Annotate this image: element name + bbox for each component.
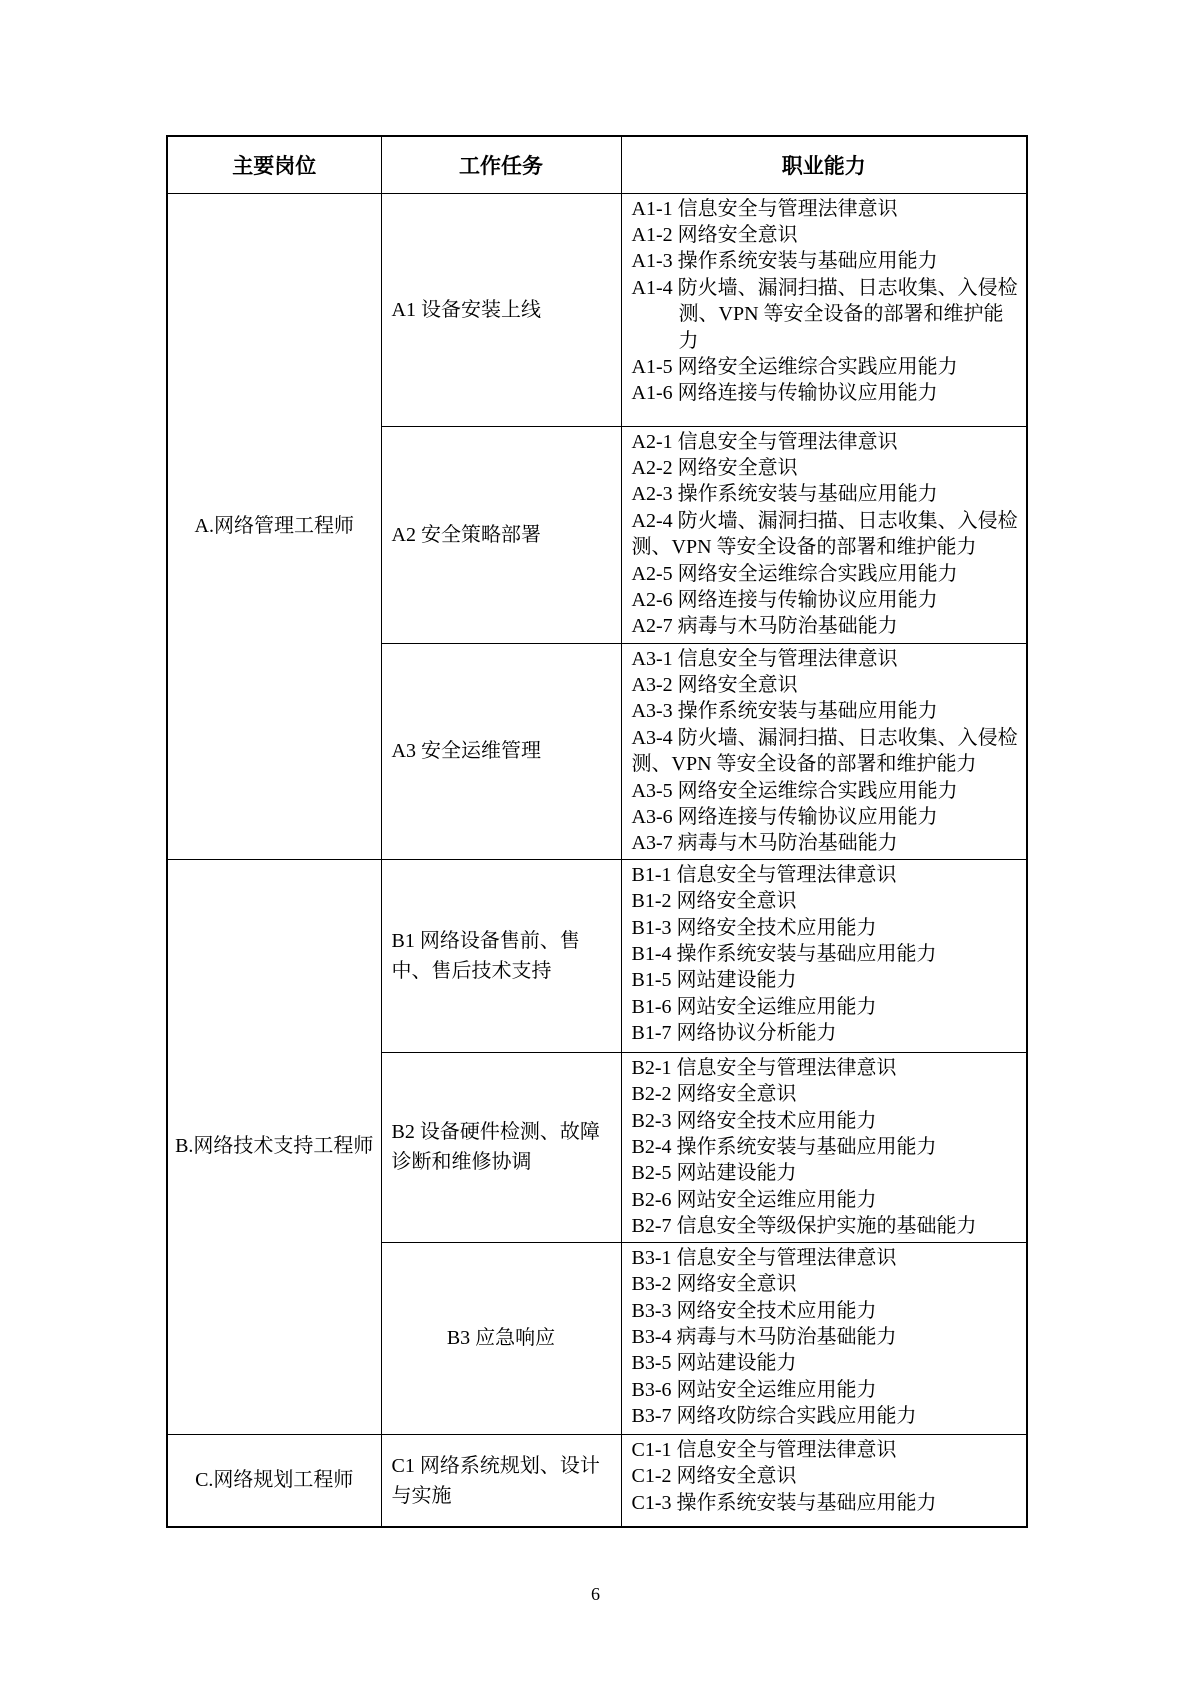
ability-item: B1-5 网站建设能力 — [631, 969, 797, 992]
task-cell-a1: A1 设备安装上线 — [381, 193, 621, 426]
ability-item: B1-6 网站安全运维应用能力 — [631, 995, 877, 1018]
page-number: 6 — [591, 1584, 600, 1604]
ability-item: B2-3 网络安全技术应用能力 — [631, 1109, 877, 1132]
ability-item: B3-5 网站建设能力 — [631, 1352, 797, 1375]
ability-item: A2-4 防火墙、漏洞扫描、日志收集、入侵检测、VPN 等安全设备的部署和维护能力 — [631, 509, 1018, 559]
ability-item: A3-1 信息安全与管理法律意识 — [631, 647, 898, 670]
table-row-a1 — [167, 193, 1027, 426]
position-task-ability-table — [166, 135, 1028, 1528]
ability-item: B3-4 病毒与木马防治基础能力 — [631, 1325, 897, 1348]
ability-item: B3-3 网络安全技术应用能力 — [631, 1299, 877, 1322]
ability-item: C1-3 操作系统安装与基础应用能力 — [631, 1491, 937, 1514]
abilities-cell-a3 — [621, 643, 1027, 859]
ability-item: C1-2 网络安全意识 — [631, 1465, 797, 1488]
ability-item: A1-5 网络安全运维综合实践应用能力 — [631, 355, 958, 378]
ability-item: B3-6 网站安全运维应用能力 — [631, 1378, 877, 1401]
ability-item: A2-7 病毒与木马防治基础能力 — [631, 615, 898, 638]
ability-item: A3-2 网络安全意识 — [631, 673, 798, 696]
ability-item: B3-2 网络安全意识 — [631, 1273, 797, 1296]
ability-item: B2-6 网站安全运维应用能力 — [631, 1188, 877, 1211]
ability-item: A2-2 网络安全意识 — [631, 456, 798, 479]
header-work-task: 工作任务 — [381, 136, 621, 193]
task-cell-c1: C1 网络系统规划、设计与实施 — [381, 1434, 621, 1527]
task-cell-a2: A2 安全策略部署 — [381, 426, 621, 643]
ability-item: B1-1 信息安全与管理法律意识 — [631, 863, 897, 886]
abilities-cell-a1 — [621, 193, 1027, 426]
ability-item: A3-3 操作系统安装与基础应用能力 — [631, 700, 938, 723]
ability-item: A2-6 网络连接与传输协议应用能力 — [631, 588, 938, 611]
ability-item: A1-6 网络连接与传输协议应用能力 — [631, 382, 938, 405]
ability-item: B3-7 网络攻防综合实践应用能力 — [631, 1405, 917, 1428]
abilities-cell-b3 — [621, 1242, 1027, 1434]
ability-item: B3-1 信息安全与管理法律意识 — [631, 1246, 897, 1269]
ability-item: A2-3 操作系统安装与基础应用能力 — [631, 483, 938, 506]
ability-item: A2-5 网络安全运维综合实践应用能力 — [631, 562, 958, 585]
ability-item: B2-7 信息安全等级保护实施的基础能力 — [631, 1215, 977, 1238]
task-cell-b3: B3 应急响应 — [381, 1242, 621, 1434]
header-professional-ability: 职业能力 — [621, 136, 1027, 193]
ability-item: A2-1 信息安全与管理法律意识 — [631, 430, 898, 453]
position-cell-b: B.网络技术支持工程师 — [167, 859, 381, 1434]
ability-item: A3-5 网络安全运维综合实践应用能力 — [631, 779, 958, 802]
ability-item: A1-2 网络安全意识 — [631, 223, 798, 246]
ability-item: B2-4 操作系统安装与基础应用能力 — [631, 1135, 937, 1158]
ability-item: B1-2 网络安全意识 — [631, 890, 797, 913]
table-row-b1 — [167, 859, 1027, 1052]
abilities-cell-a2 — [621, 426, 1027, 643]
ability-item: A3-4 防火墙、漏洞扫描、日志收集、入侵检测、VPN 等安全设备的部署和维护能力 — [631, 726, 1018, 776]
ability-item: B1-7 网络协议分析能力 — [631, 1022, 837, 1045]
abilities-cell-b1 — [621, 859, 1027, 1052]
abilities-cell-b2 — [621, 1052, 1027, 1242]
ability-item: A3-6 网络连接与传输协议应用能力 — [631, 805, 938, 828]
task-cell-b2: B2 设备硬件检测、故障诊断和维修协调 — [381, 1052, 621, 1242]
ability-item: A1-3 操作系统安装与基础应用能力 — [631, 250, 938, 273]
header-main-position: 主要岗位 — [167, 136, 381, 193]
ability-item: A1-4 防火墙、漏洞扫描、日志收集、入侵检测、VPN 等安全设备的部署和维护能力 — [631, 276, 1018, 352]
ability-item: B2-5 网站建设能力 — [631, 1162, 797, 1185]
table-header-row — [167, 136, 1027, 193]
position-cell-a: A.网络管理工程师 — [167, 193, 381, 859]
task-cell-a3: A3 安全运维管理 — [381, 643, 621, 859]
ability-item: B2-2 网络安全意识 — [631, 1083, 797, 1106]
position-cell-c: C.网络规划工程师 — [167, 1434, 381, 1527]
ability-item: A1-1 信息安全与管理法律意识 — [631, 197, 898, 220]
abilities-cell-c1 — [621, 1434, 1027, 1527]
ability-item: B1-4 操作系统安装与基础应用能力 — [631, 942, 937, 965]
ability-item: C1-1 信息安全与管理法律意识 — [631, 1438, 897, 1461]
ability-item: A3-7 病毒与木马防治基础能力 — [631, 832, 898, 855]
table-row-c1 — [167, 1434, 1027, 1527]
task-cell-b1: B1 网络设备售前、售中、售后技术支持 — [381, 859, 621, 1052]
ability-item: B1-3 网络安全技术应用能力 — [631, 916, 877, 939]
ability-item: B2-1 信息安全与管理法律意识 — [631, 1056, 897, 1079]
